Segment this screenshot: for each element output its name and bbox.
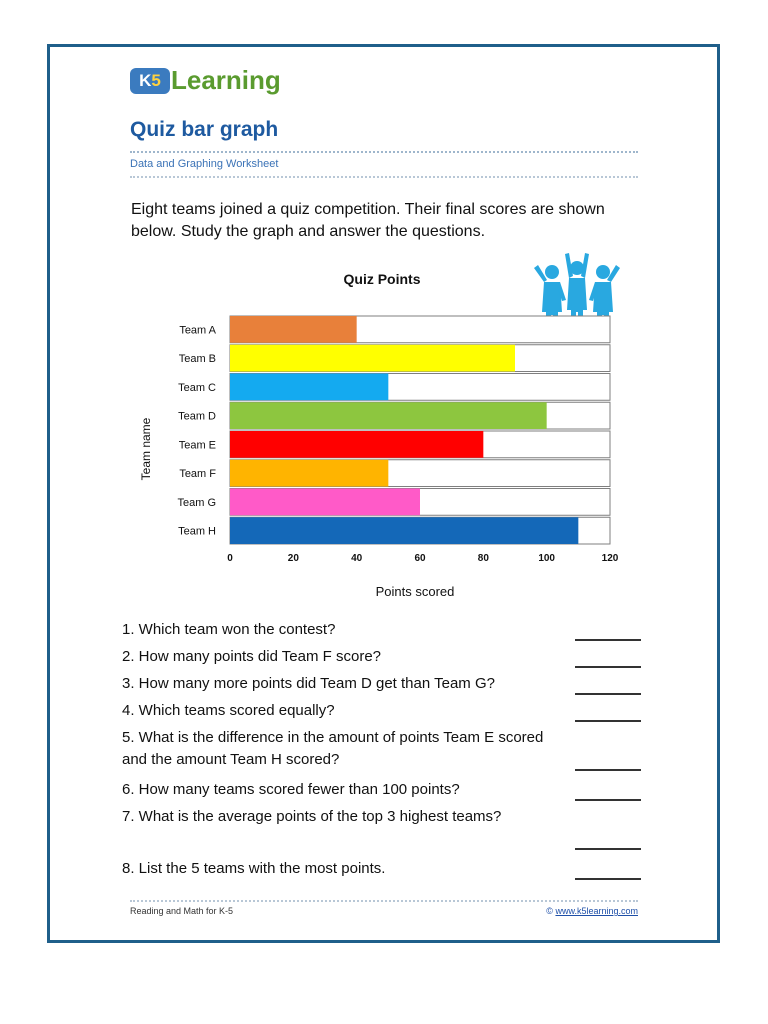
chart-title: Quiz Points	[343, 271, 421, 287]
category-label: Team E	[178, 439, 216, 452]
answer-blank[interactable]	[575, 799, 641, 801]
question-text: 7. What is the average points of the top 3 highest teams?	[122, 808, 502, 825]
k5-badge: K5	[130, 68, 170, 94]
question-text: 8. List the 5 teams with the most points.	[122, 860, 386, 877]
answer-blank[interactable]	[575, 693, 641, 695]
x-tick-label: 60	[414, 553, 426, 564]
chart-xlabel: Points scored	[375, 584, 455, 599]
bar-team-d	[230, 402, 547, 429]
question-text: 1. Which team won the contest?	[122, 621, 336, 638]
x-tick-label: 0	[227, 553, 233, 564]
footer-website[interactable]	[546, 906, 638, 916]
answer-blank[interactable]	[575, 639, 641, 641]
k5-learning-logo	[130, 62, 280, 100]
question-text: 3. How many more points did Team D get than Team G?	[122, 675, 495, 692]
question-text: 2. How many points did Team F score?	[122, 648, 382, 665]
bar-team-h	[230, 517, 578, 544]
intro-text: Eight teams joined a quiz competition. Their final scores are shown below. Study the graph and answer the questions.	[131, 201, 605, 240]
category-label: Team G	[177, 496, 216, 509]
category-label: Team C	[178, 381, 216, 394]
answer-blank[interactable]	[575, 666, 641, 668]
question-text: 5. What is the difference in the amount of points Team E scored and the amount Team H scored?	[122, 729, 544, 768]
category-label: Team D	[178, 410, 216, 423]
category-label: Team B	[178, 353, 216, 366]
subtitle-divider	[130, 176, 638, 178]
bar-team-e	[230, 431, 483, 458]
bar-team-a	[230, 316, 357, 343]
quiz-points-chart	[130, 262, 640, 602]
question-text: 4. Which teams scored equally?	[122, 702, 335, 719]
category-label: Team F	[179, 468, 216, 481]
logo-text: Learning	[171, 65, 281, 95]
answer-blank[interactable]	[575, 720, 641, 722]
x-tick-label: 120	[601, 553, 619, 564]
page-title: Quiz bar graph	[130, 118, 279, 141]
bar-team-g	[230, 489, 420, 516]
x-tick-label: 100	[538, 553, 556, 564]
category-label: Team A	[179, 324, 216, 337]
x-tick-label: 80	[477, 553, 489, 564]
answer-blank[interactable]	[575, 878, 641, 880]
chart-ylabel: Team name	[139, 417, 153, 481]
copyright-symbol: ©	[546, 906, 553, 916]
footer-tagline: Reading and Math for K-5	[130, 906, 234, 916]
category-label: Team H	[178, 525, 216, 538]
title-divider	[130, 151, 638, 153]
answer-blank[interactable]	[575, 769, 641, 771]
footer-divider	[130, 900, 638, 902]
question-text: 6. How many teams scored fewer than 100 points?	[122, 781, 460, 798]
x-tick-label: 20	[287, 553, 299, 564]
bar-team-b	[230, 345, 515, 372]
x-tick-label: 40	[351, 553, 363, 564]
answer-blank[interactable]	[575, 848, 641, 850]
bar-team-f	[230, 460, 388, 487]
page-subtitle: Data and Graphing Worksheet	[130, 158, 279, 170]
bar-team-c	[230, 374, 388, 401]
website-link[interactable]: www.k5learning.com	[555, 906, 638, 916]
